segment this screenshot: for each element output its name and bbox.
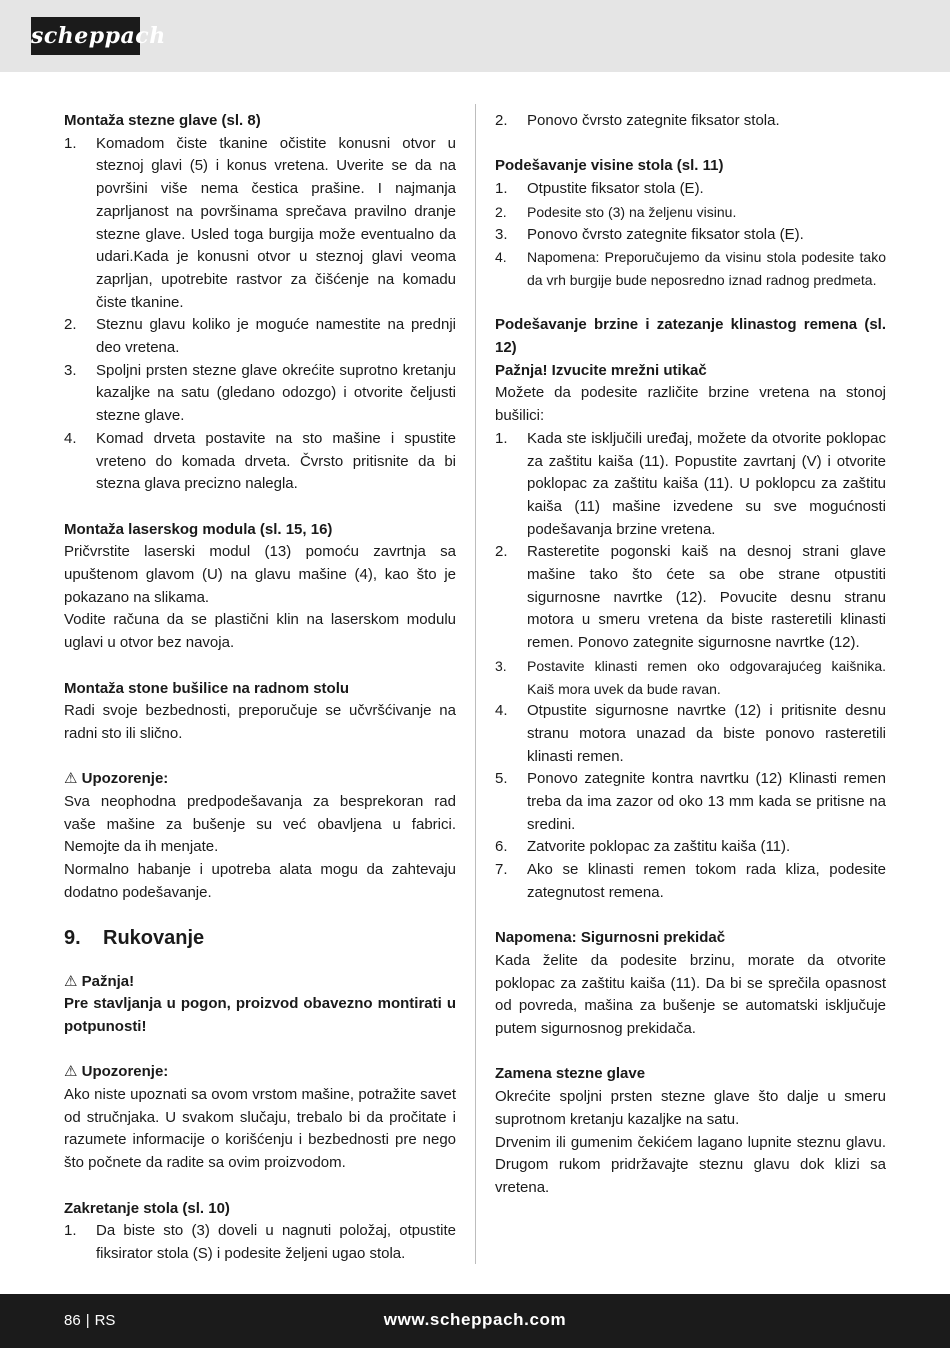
step-number: 3. (495, 225, 508, 243)
section-subheading: Pažnja! Izvucite mrežni utikač (495, 361, 707, 379)
header-band (0, 0, 950, 72)
section-warning-presettings (64, 768, 456, 904)
paragraph: Okrećite spoljni prsten stezne glave što dalje u smeru suprotnom kretanju kazaljke na satu. (495, 1088, 886, 1128)
step-text: Podesite sto (3) na željenu visinu. (527, 203, 737, 220)
section-chuck-mounting (64, 110, 456, 496)
paragraph: Pričvrstite laserski modul (13) pomoću zavrtnja sa upuštenom glavom (U) na glavu mašine (4), kao što je pokazano na slikama. (64, 543, 456, 606)
list-item (495, 768, 886, 836)
chapter-heading (64, 925, 456, 951)
page-number-value: 86 (64, 1312, 81, 1329)
warning-triangle-icon: ⚠ (64, 972, 78, 990)
paragraph: Ako niste upoznati sa ovom vrstom mašine, potražite savet od stručnjaka. U svakom slučaju, trebalo bi da pročitate i razumete informacije o korišćenju i bezbednosti pre nego što počnete da radite sa ovim proizvodom. (64, 1086, 456, 1172)
step-number: 4. (495, 249, 507, 266)
list-item (64, 360, 456, 428)
website-link[interactable]: www.scheppach.com (383, 1310, 567, 1329)
list-item (495, 428, 886, 542)
list-item (495, 541, 886, 655)
section-table-tilt (64, 1198, 456, 1266)
footer-band (0, 1294, 950, 1348)
section-table-height (495, 155, 886, 291)
list-item (495, 859, 886, 904)
paragraph: Vodite računa da se plastični klin na laserskom modulu uglavi u otvor bez navoja. (64, 611, 456, 652)
list-item (495, 836, 886, 859)
step-text: Napomena: Preporučujemo da visinu stola podesite tako da vrh burgije bude neposredno iznad radnog predmeta. (527, 249, 886, 288)
step-list (64, 1220, 456, 1265)
right-column (495, 110, 886, 1200)
step-text: Postavite klinasti remen oko odgovarajućeg kaišnika. Kaiš mora uvek da bude ravan. (527, 657, 886, 697)
list-item (495, 178, 886, 201)
list-item (495, 700, 886, 768)
step-number: 7. (495, 861, 508, 879)
list-item (64, 1220, 456, 1265)
section-heading: Podešavanje brzine i zatezanje klinastog remena (sl. 12) (495, 316, 886, 356)
paragraph: Radi svoje bezbednosti, preporučuje se učvršćivanje na radni sto ili slično. (64, 702, 456, 742)
step-number: 1. (64, 134, 77, 152)
language-code: RS (94, 1312, 116, 1329)
step-text: Otpustite fiksator stola (E). (527, 180, 704, 198)
section-bench-mounting (64, 678, 456, 746)
list-item (64, 314, 456, 359)
step-number: 5. (495, 770, 508, 788)
section-chuck-replacement (495, 1063, 886, 1199)
paragraph: Drvenim ili gumenim čekićem lagano lupnite steznu glavu. Drugom rukom pridržavajte steznu glavu dok klizi sa vretena. (495, 1133, 886, 1196)
list-item (495, 201, 886, 224)
step-list (495, 178, 886, 292)
paragraph: Normalno habanje i upotreba alata mogu da zahtevaju dodatno podešavanje. (64, 861, 456, 901)
section-heading: Montaža stezne glave (sl. 8) (64, 112, 261, 129)
step-text: Steznu glavu koliko je moguće namestite na prednji deo vretena. (96, 316, 456, 357)
step-number: 6. (495, 838, 508, 856)
warning-title: Upozorenje: (81, 1063, 169, 1081)
section-laser-module (64, 519, 456, 655)
list-item (495, 224, 886, 247)
step-number: 1. (495, 429, 508, 447)
step-list (64, 133, 456, 496)
step-text: Ponovo čvrsto zategnite fiksator stola. (527, 112, 780, 129)
step-number: 2. (64, 316, 77, 334)
step-text: Zatvorite poklopac za zaštitu kaiša (11). (527, 838, 791, 856)
left-column (64, 110, 456, 1266)
section-heading: Montaža laserskog modula (sl. 15, 16) (64, 520, 333, 538)
step-text: Rasteretite pogonski kaiš na desnoj strani glave mašine tako što ćete sa obe strane otpustiti sigurnosne navrtke (12). Povucite desnu stranu motora u smeru vretena da biste rasteretili klinasti remen. Ponovo zategnite sigurnosne navrtke (12). (527, 543, 886, 652)
paragraph: Kada želite da podesite brzinu, morate da otvorite poklopac za zaštitu kaiša (11). Da bi se sprečila opasnost od povreda, mašina za bušenje se automatski isključuje putem sigurnosnog prekidača. (495, 951, 886, 1038)
section-heading: Zakretanje stola (sl. 10) (64, 1199, 230, 1217)
section-heading: Podešavanje visine stola (sl. 11) (495, 157, 724, 175)
attention-title: Pažnja! (81, 972, 135, 990)
section-warning-expert (64, 1061, 456, 1175)
step-number: 2. (495, 112, 508, 129)
step-number: 1. (64, 1222, 77, 1240)
step-text: Spoljni prsten stezne glave okrećite suprotno kretanju kazaljke na satu (gledano odozgo) i otvorite čeljusti stezne glave. (96, 361, 456, 425)
step-number: 3. (64, 361, 77, 379)
section-table-tilt-continued (495, 110, 886, 133)
brand-logo: scheppach (31, 17, 140, 55)
list-item (495, 655, 886, 700)
step-number: 2. (495, 203, 507, 220)
step-number: 4. (64, 429, 77, 447)
step-number: 1. (495, 180, 508, 198)
list-item (64, 428, 456, 496)
step-text: Da biste sto (3) doveli u nagnuti položaj, otpustite fiksirator stola (S) i podesite željeni ugao stola. (96, 1222, 456, 1262)
warning-title: Upozorenje: (81, 770, 169, 788)
section-speed-belt (495, 314, 886, 904)
section-attention (64, 971, 456, 1039)
step-text: Otpustite sigurnosne navrtke (12) i pritisnite desnu stranu motora unazad da biste ponovo rasteretili klinasti remen. (527, 702, 886, 765)
step-number: 3. (495, 657, 507, 674)
warning-triangle-icon: ⚠ (64, 770, 78, 788)
list-item (495, 110, 886, 133)
step-text: Ponovo zategnite kontra navrtku (12) Klinasti remen treba da ima zazor od oko 13 mm kada se pritisne na sredini. (527, 770, 886, 833)
section-heading: Napomena: Sigurnosni prekidač (495, 929, 726, 947)
paragraph: Možete da podesite različite brzine vretena na stonoj bušilici: (495, 384, 886, 425)
section-heading: Zamena stezne glave (495, 1065, 646, 1083)
list-item (64, 133, 456, 315)
chapter-number: 9. (64, 926, 81, 949)
section-safety-switch (495, 927, 886, 1041)
step-text: Ako se klinasti remen tokom rada kliza, podesite zategnutost remena. (527, 861, 886, 901)
attention-text: Pre stavljanja u pogon, proizvod obavezno montirati u potpunosti! (64, 995, 456, 1035)
step-number: 2. (495, 543, 508, 561)
list-item (495, 246, 886, 291)
step-text: Komadom čiste tkanine očistite konusni otvor u steznoj glavi (5) i konus vretena. Uverite se da na površini više nema čestica prašine. I najmanja zaprljanost na površinama sprečava pravilno dranje stezne glave. Usled toga burgija može eventualno da udari.Kada je konusni otvor u steznoj glavi veoma zaprljan, upotrebite rastvor za čišćenje na komadu čiste tkanine. (96, 134, 456, 311)
section-heading: Montaža stone bušilice na radnom stolu (64, 679, 350, 697)
column-divider (475, 104, 476, 1264)
page-separator: | (85, 1312, 90, 1329)
step-text: Ponovo čvrsto zategnite fiksator stola (E). (527, 225, 804, 243)
step-text: Komad drveta postavite na sto mašine i spustite vreteno do komada drveta. Čvrsto pritisnite da bi stezna glava precizno nalegla. (96, 429, 456, 493)
step-text: Kada ste isključili uređaj, možete da otvorite poklopac za zaštitu kaiša (11). Popustite zavrtanj (V) i otvorite poklopac za zaštitu kaiša (11). U poklopcu za zaštitu kaiša (11) mašine izvedene su sve mogućnosti podešavanja brzine vretena. (527, 429, 886, 538)
chapter-title: Rukovanje (103, 926, 205, 949)
paragraph: Sva neophodna predpodešavanja za besprekoran rad vaše mašine za bušenje su već obavljena u fabrici. Nemojte da ih menjate. (64, 793, 456, 856)
warning-triangle-icon: ⚠ (64, 1063, 78, 1081)
step-list (495, 428, 886, 905)
step-list (495, 110, 886, 133)
step-number: 4. (495, 702, 508, 720)
